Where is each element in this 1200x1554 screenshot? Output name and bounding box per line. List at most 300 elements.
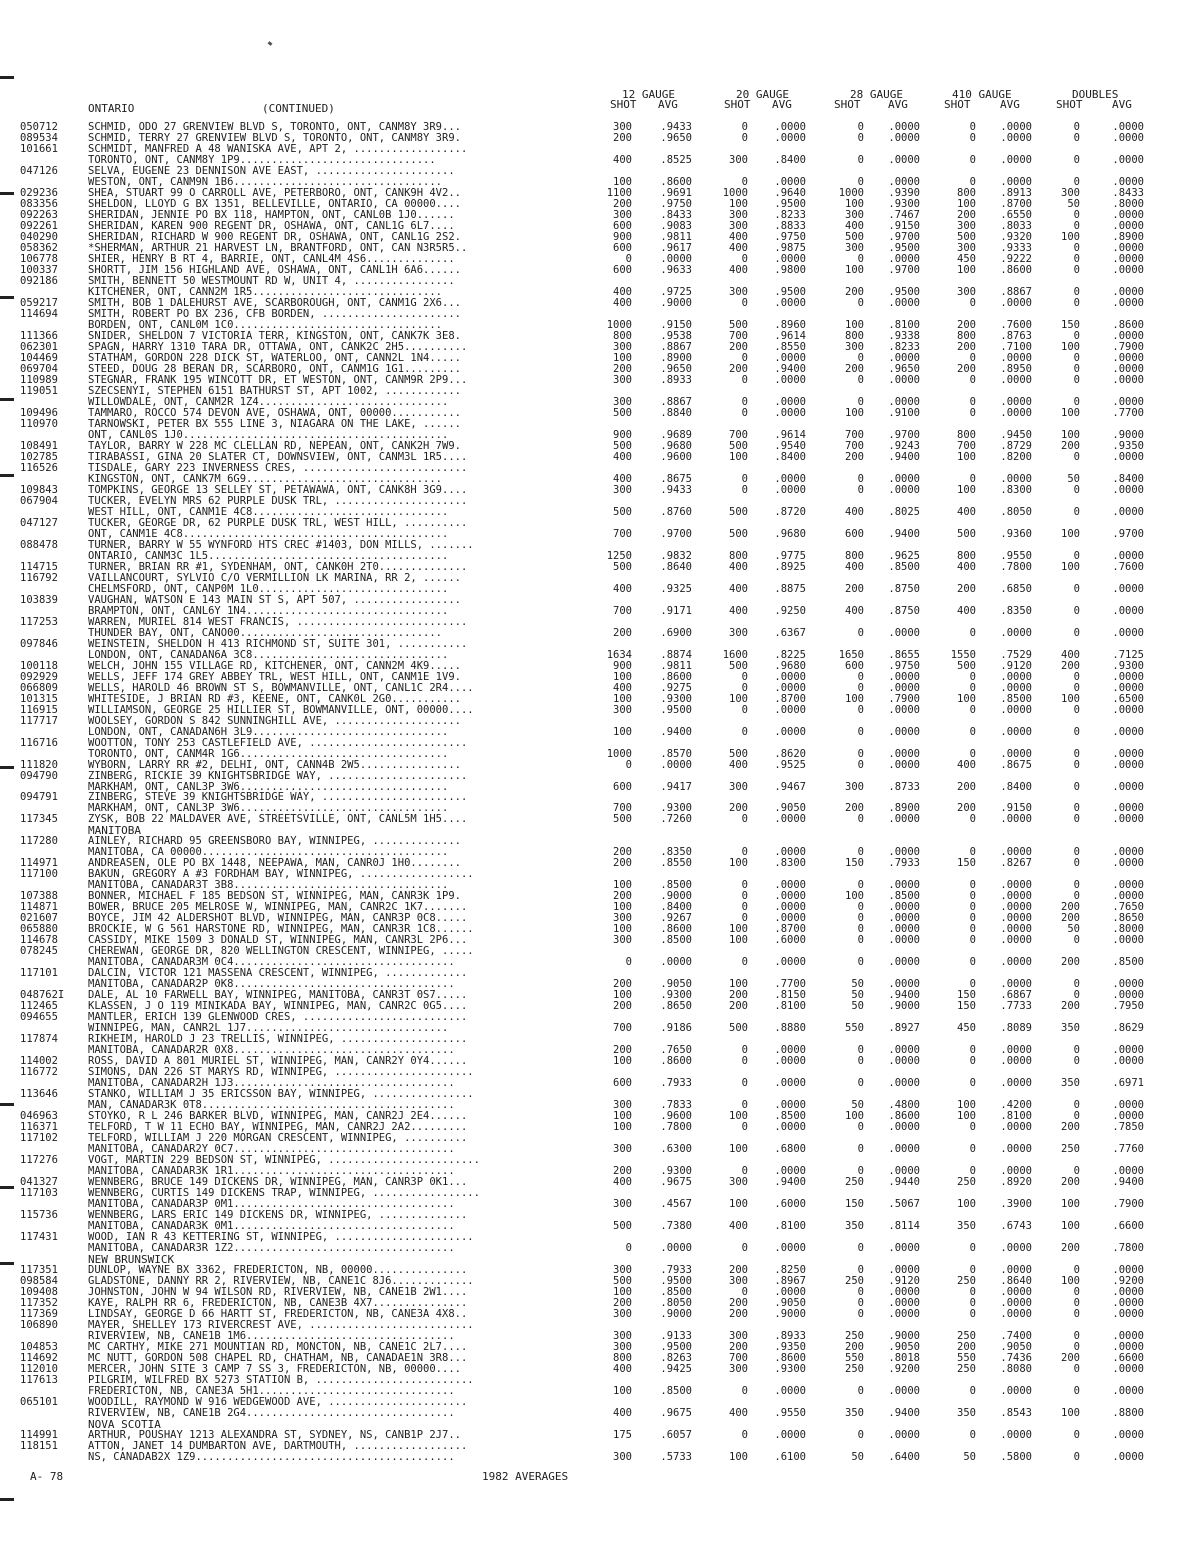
shot-value: 700 [845, 440, 864, 452]
avg-header: AVG [658, 98, 678, 111]
average-value: .9450 [1000, 429, 1032, 441]
average-value: .0000 [888, 1044, 920, 1056]
average-value: .0000 [1112, 1110, 1144, 1122]
shot-value: 400 [729, 561, 748, 573]
member-id: 117369 [20, 1308, 58, 1320]
average-value: .8600 [660, 1055, 692, 1067]
average-value: .8933 [660, 374, 692, 386]
shot-value: 0 [969, 1297, 976, 1309]
shot-value: 100 [729, 978, 748, 990]
average-value: .7125 [1112, 649, 1144, 661]
shot-value: 0 [857, 1429, 864, 1441]
average-value: .0000 [1112, 627, 1144, 639]
average-value: .7380 [660, 1220, 692, 1232]
average-value: .9691 [660, 187, 692, 199]
average-value: .0000 [888, 846, 920, 858]
footer-title: 1982 AVERAGES [482, 1470, 569, 1483]
average-value: .0000 [1000, 1165, 1032, 1177]
shot-value: 0 [1073, 627, 1080, 639]
shot-value: 200 [845, 286, 864, 298]
shot-value: 100 [845, 1110, 864, 1122]
average-value: .0000 [888, 1286, 920, 1298]
average-value: .0000 [774, 726, 806, 738]
average-value: .9617 [660, 242, 692, 254]
shot-value: 0 [969, 813, 976, 825]
average-value: .8620 [774, 748, 806, 760]
average-value: .9400 [774, 363, 806, 375]
average-value: .9300 [774, 1363, 806, 1375]
shot-value: 100 [729, 451, 748, 463]
shot-value: 50 [963, 1451, 977, 1463]
average-value: .0000 [774, 879, 806, 891]
member-id: 092263 [20, 209, 58, 221]
shot-value: 100 [613, 901, 632, 913]
shot-value: 0 [857, 704, 864, 716]
member-id: 106778 [20, 253, 58, 265]
shot-value: 200 [613, 627, 632, 639]
member-name-address: TORONTO, ONT, CANM8Y 1P9............................... [88, 154, 436, 166]
average-value: .8640 [1000, 1275, 1032, 1287]
shot-value: 400 [957, 605, 976, 617]
member-name-address: WENNBERG, CURTIS 149 DICKENS TRAP, WINNIPEG, ................. [88, 1187, 480, 1199]
shot-value: 200 [729, 1297, 748, 1309]
shot-value: 0 [969, 121, 976, 133]
member-name-address: WENNBERG, BRUCE 149 DICKENS DR, WINNIPEG, MAN, CANR3P 0K1... [88, 1176, 468, 1188]
record-row [0, 1452, 1200, 1463]
average-value: .0000 [1000, 1429, 1032, 1441]
shot-value: 300 [729, 781, 748, 793]
average-value: .0000 [1112, 330, 1144, 342]
member-name-address: SCHMID, ODO 27 GRENVIEW BLVD S, TORONTO, ONT, CANM8Y 3R9... [88, 121, 461, 133]
member-name-address: TELFORD, WILLIAM J 220 MORGAN CRESCENT, WINNIPEG, .......... [88, 1132, 468, 1144]
average-value: .9120 [1000, 660, 1032, 672]
average-value: .9500 [888, 286, 920, 298]
member-name-address: WEST HILL, ONT, CANM1E 4C8............................... [88, 506, 449, 518]
member-name-address: STATHAM, GORDON 228 DICK ST, WATERLOO, ONT, CANN2L 1N4..... [88, 352, 461, 364]
average-value: .0000 [774, 1165, 806, 1177]
member-name-address: MANTLER, ERICH 139 GLENWOOD CRES, .......................... [88, 1011, 468, 1023]
shot-value: 175 [613, 1429, 632, 1441]
average-value: .7700 [774, 978, 806, 990]
average-value: .0000 [660, 956, 692, 968]
margin-mark [0, 1498, 14, 1501]
shot-value: 0 [1073, 1297, 1080, 1309]
average-value: .9650 [660, 132, 692, 144]
shot-value: 100 [1061, 1407, 1080, 1419]
shot-value: 200 [1061, 660, 1080, 672]
shot-value: 0 [857, 121, 864, 133]
shot-value: 700 [729, 429, 748, 441]
shot-value: 300 [729, 1330, 748, 1342]
shot-value: 0 [1073, 759, 1080, 771]
average-value: .8700 [774, 923, 806, 935]
member-id: 114002 [20, 1055, 58, 1067]
shot-value: 0 [969, 923, 976, 935]
shot-value: 0 [969, 1055, 976, 1067]
shot-value: 100 [729, 923, 748, 935]
average-value: .9800 [774, 264, 806, 276]
average-value: .8350 [660, 846, 692, 858]
shot-value: 200 [957, 209, 976, 221]
shot-value: 0 [741, 121, 748, 133]
member-id: 067904 [20, 495, 58, 507]
average-value: .0000 [888, 1429, 920, 1441]
shot-value: 300 [613, 704, 632, 716]
average-value: .0000 [888, 297, 920, 309]
shot-value: 150 [845, 1198, 864, 1210]
gauge-label: DOUBLES [1072, 88, 1119, 101]
average-value: .0000 [1112, 209, 1144, 221]
average-value: .0000 [1000, 176, 1032, 188]
average-value: .0000 [888, 671, 920, 683]
shot-value: 100 [613, 1121, 632, 1133]
shot-value: 400 [729, 1407, 748, 1419]
shot-value: 500 [613, 506, 632, 518]
average-value: .0000 [1000, 956, 1032, 968]
shot-value: 0 [1073, 1341, 1080, 1353]
shot-value: 500 [957, 231, 976, 243]
average-value: .8960 [774, 319, 806, 331]
shot-value: 0 [1073, 506, 1080, 518]
shot-value: 0 [741, 846, 748, 858]
shot-value: 0 [969, 934, 976, 946]
member-name-address: NS, CANADAB2X 1Z9......................................... [88, 1451, 455, 1463]
average-value: .8089 [1000, 1022, 1032, 1034]
member-id: 092261 [20, 220, 58, 232]
average-value: .0000 [888, 473, 920, 485]
shot-value: 0 [969, 1286, 976, 1298]
average-value: .5733 [660, 1451, 692, 1463]
average-value: .0000 [774, 1055, 806, 1067]
shot-value: 150 [845, 857, 864, 869]
shot-value: 600 [613, 220, 632, 232]
member-id: 113646 [20, 1088, 58, 1100]
average-value: .0000 [1112, 857, 1144, 869]
average-value: .8675 [660, 473, 692, 485]
average-value: .0000 [1112, 374, 1144, 386]
shot-value: 300 [613, 121, 632, 133]
average-value: .9320 [1000, 231, 1032, 243]
member-name-address: VAILLANCOURT, SYLVIO C/O VERMILLION LK MARINA, RR 2, ...... [88, 572, 461, 584]
shot-value: 200 [729, 363, 748, 375]
member-id: 118151 [20, 1440, 58, 1452]
average-value: .0000 [1000, 1044, 1032, 1056]
average-value: .0000 [1000, 890, 1032, 902]
shot-value: 0 [857, 1055, 864, 1067]
member-id: 117717 [20, 715, 58, 727]
average-value: .8200 [1000, 451, 1032, 463]
average-value: .8000 [1112, 923, 1144, 935]
shot-value: 0 [969, 1242, 976, 1254]
average-value: .0000 [1112, 451, 1144, 463]
average-value: .9525 [774, 759, 806, 771]
member-name-address: CASSIDY, MIKE 1509 3 DONALD ST, WINNIPEG, MAN, CANR3L 2P6... [88, 934, 468, 946]
member-id: 116915 [20, 704, 58, 716]
shot-value: 0 [857, 396, 864, 408]
average-value: .9250 [774, 605, 806, 617]
shot-value: 0 [741, 1385, 748, 1397]
shot-value: 800 [613, 330, 632, 342]
average-value: .9150 [660, 319, 692, 331]
shot-value: 400 [613, 297, 632, 309]
average-value: .8550 [774, 341, 806, 353]
average-value: .0000 [1000, 1385, 1032, 1397]
average-value: .0000 [774, 682, 806, 694]
average-value: .0000 [1000, 1077, 1032, 1089]
average-value: .8525 [660, 154, 692, 166]
member-name-address: TELFORD, T W 11 ECHO BAY, WINNIPEG, MAN, CANR2J 2A2......... [88, 1121, 468, 1133]
average-value: .6000 [774, 934, 806, 946]
shot-value: 300 [845, 341, 864, 353]
average-value: .9625 [888, 550, 920, 562]
average-value: .0000 [888, 484, 920, 496]
average-value: .8640 [660, 561, 692, 573]
shot-value: 0 [741, 1044, 748, 1056]
shot-value: 0 [1073, 890, 1080, 902]
shot-value: 0 [741, 1286, 748, 1298]
member-name-address: TUCKER, GEORGE DR, 62 PURPLE DUSK TRL, WEST HILL, .......... [88, 517, 468, 529]
shot-value: 200 [613, 132, 632, 144]
member-name-address: ZINBERG, RICKIE 39 KNIGHTSBRIDGE WAY, ...................... [88, 770, 468, 782]
member-name-address: MANITOBA, CANADAR3K 0M1................................... [88, 1220, 455, 1232]
shot-value: 200 [957, 319, 976, 331]
average-value: .0000 [888, 627, 920, 639]
member-id: 065880 [20, 923, 58, 935]
shot-value: 100 [613, 1110, 632, 1122]
average-value: .9400 [774, 1176, 806, 1188]
average-value: .9300 [888, 198, 920, 210]
member-id: 112465 [20, 1000, 58, 1012]
member-name-address: SMITH, BOB 1 DALEHURST AVE, SCARBOROUGH, ONT, CANM1G 2X6... [88, 297, 461, 309]
average-value: .9333 [1000, 242, 1032, 254]
average-value: .9614 [774, 330, 806, 342]
average-value: .0000 [1000, 704, 1032, 716]
average-value: .8900 [1112, 231, 1144, 243]
average-value: .8100 [774, 1220, 806, 1232]
member-id: 041327 [20, 1176, 58, 1188]
average-value: .9083 [660, 220, 692, 232]
average-value: .7600 [1112, 561, 1144, 573]
member-name-address: TURNER, BARRY W 55 WYNFORD HTS CREC #1403, DON MILLS, ....... [88, 539, 474, 551]
average-value: .8700 [1000, 198, 1032, 210]
member-name-address: CHELMSFORD, ONT, CANP0M 1L0.............................. [88, 583, 449, 595]
shot-value: 150 [957, 989, 976, 1001]
shot-value: 400 [613, 473, 632, 485]
average-value: .9120 [888, 1275, 920, 1287]
average-value: .9700 [888, 429, 920, 441]
average-value: .0000 [1112, 989, 1144, 1001]
member-id: 117351 [20, 1264, 58, 1276]
shot-value: 50 [851, 1099, 865, 1111]
shot-value: 0 [1073, 682, 1080, 694]
shot-value: 400 [729, 605, 748, 617]
average-value: .9680 [660, 440, 692, 452]
shot-value: 0 [857, 682, 864, 694]
average-value: .8400 [1000, 781, 1032, 793]
average-value: .8760 [660, 506, 692, 518]
shot-value: 0 [625, 759, 632, 771]
average-value: .0000 [888, 176, 920, 188]
shot-value: 0 [741, 473, 748, 485]
shot-value: 400 [729, 264, 748, 276]
margin-mark [0, 1262, 14, 1265]
average-value: .9150 [888, 220, 920, 232]
average-value: .8600 [660, 671, 692, 683]
average-value: .0000 [1112, 286, 1144, 298]
shot-value: 100 [729, 1198, 748, 1210]
average-value: .0000 [1000, 726, 1032, 738]
shot-value: 0 [741, 1099, 748, 1111]
shot-value: 500 [613, 561, 632, 573]
average-value: .8867 [660, 341, 692, 353]
average-value: .0000 [888, 132, 920, 144]
average-value: .0000 [888, 912, 920, 924]
shot-value: 400 [613, 1176, 632, 1188]
shot-value: 0 [1073, 352, 1080, 364]
average-value: .8500 [1112, 956, 1144, 968]
shot-value: 100 [613, 352, 632, 364]
member-id: 094790 [20, 770, 58, 782]
shot-value: 0 [1073, 396, 1080, 408]
average-value: .9640 [774, 187, 806, 199]
shot-value: 50 [851, 989, 865, 1001]
member-id: 046963 [20, 1110, 58, 1122]
average-value: .9171 [660, 605, 692, 617]
shot-value: 0 [741, 176, 748, 188]
shot-value: 0 [1073, 363, 1080, 375]
gauge-label: 28 GAUGE [850, 88, 903, 101]
member-id: 112010 [20, 1363, 58, 1375]
average-value: .0000 [774, 1385, 806, 1397]
average-value: .0000 [1000, 1286, 1032, 1298]
average-value: .8600 [660, 176, 692, 188]
average-value: .8114 [888, 1220, 920, 1232]
shot-value: 400 [613, 286, 632, 298]
shot-value: 200 [957, 802, 976, 814]
member-name-address: MANITOBA, CANADAR2H 1J3................................... [88, 1077, 455, 1089]
average-value: .0000 [774, 253, 806, 265]
shot-value: 0 [857, 901, 864, 913]
shot-value: 0 [969, 1077, 976, 1089]
average-value: .8655 [888, 649, 920, 661]
margin-mark [0, 766, 14, 769]
average-value: .0000 [774, 352, 806, 364]
average-value: .8570 [660, 748, 692, 760]
member-name-address: WOOD, IAN R 43 KETTERING ST, WINNIPEG, ...................... [88, 1231, 474, 1243]
average-value: .8400 [774, 154, 806, 166]
shot-value: 0 [625, 956, 632, 968]
shot-value: 800 [845, 330, 864, 342]
average-value: .0000 [1112, 704, 1144, 716]
average-value: .8729 [1000, 440, 1032, 452]
average-value: .9186 [660, 1022, 692, 1034]
shot-value: 300 [729, 627, 748, 639]
average-value: .9700 [660, 528, 692, 540]
member-id: 111366 [20, 330, 58, 342]
average-value: .8350 [1000, 605, 1032, 617]
average-value: .7950 [1112, 1000, 1144, 1012]
member-name-address: TIRABASSI, GINA 20 SLATER CT, DOWNSVIEW, ONT, CANM3L 1R5.... [88, 451, 468, 463]
average-value: .6367 [774, 627, 806, 639]
shot-value: 0 [1073, 286, 1080, 298]
member-name-address: WENNBERG, LARS ERIC 149 DICKENS DR, WINNIPEG, .............. [88, 1209, 468, 1221]
shot-value: 0 [969, 176, 976, 188]
average-value: .9500 [774, 198, 806, 210]
average-value: .7260 [660, 813, 692, 825]
shot-header: SHOT [724, 98, 751, 111]
average-value: .8400 [774, 451, 806, 463]
average-value: .0000 [1112, 176, 1144, 188]
shot-value: 350 [957, 1220, 976, 1232]
average-value: .8875 [774, 583, 806, 595]
shot-value: 300 [613, 1143, 632, 1155]
member-id: 050712 [20, 121, 58, 133]
average-value: .0000 [888, 352, 920, 364]
shot-value: 250 [845, 1330, 864, 1342]
shot-value: 100 [613, 1385, 632, 1397]
shot-value: 400 [1061, 649, 1080, 661]
shot-value: 250 [845, 1176, 864, 1188]
member-id: 058362 [20, 242, 58, 254]
member-id: 062301 [20, 341, 58, 353]
average-value: .9100 [888, 407, 920, 419]
member-name-address: RIVERVIEW, NB, CANE1B 2G4................................. [88, 1407, 455, 1419]
member-id: 108491 [20, 440, 58, 452]
average-value: .8550 [660, 857, 692, 869]
member-id: 114871 [20, 901, 58, 913]
shot-value: 0 [857, 176, 864, 188]
shot-value: 300 [613, 1198, 632, 1210]
member-id: 094791 [20, 791, 58, 803]
member-id: 040290 [20, 231, 58, 243]
average-value: .0000 [1112, 802, 1144, 814]
shot-value: 800 [957, 187, 976, 199]
average-value: .0000 [1000, 934, 1032, 946]
shot-value: 100 [613, 693, 632, 705]
average-value: .0000 [888, 154, 920, 166]
shot-value: 500 [729, 1022, 748, 1034]
average-value: .0000 [1112, 1165, 1144, 1177]
average-value: .8500 [888, 890, 920, 902]
shot-value: 0 [741, 253, 748, 265]
shot-value: 100 [613, 1286, 632, 1298]
average-value: .7700 [1112, 407, 1144, 419]
average-value: .9000 [660, 890, 692, 902]
shot-value: 300 [613, 341, 632, 353]
member-id: 117431 [20, 1231, 58, 1243]
shot-value: 0 [969, 154, 976, 166]
shot-value: 200 [613, 1000, 632, 1012]
average-value: .8763 [1000, 330, 1032, 342]
average-value: .0000 [774, 407, 806, 419]
average-value: .7600 [1000, 319, 1032, 331]
shot-value: 0 [1073, 242, 1080, 254]
shot-value: 0 [857, 1044, 864, 1056]
average-value: .0000 [1000, 352, 1032, 364]
shot-value: 200 [845, 363, 864, 375]
shot-value: 0 [857, 1286, 864, 1298]
shot-value: 100 [729, 198, 748, 210]
shot-value: 0 [1073, 121, 1080, 133]
average-value: .8050 [1000, 506, 1032, 518]
shot-value: 0 [741, 396, 748, 408]
average-value: .9680 [774, 660, 806, 672]
member-id: 116716 [20, 737, 58, 749]
shot-value: 0 [1073, 813, 1080, 825]
average-value: .9433 [660, 484, 692, 496]
shot-value: 100 [957, 484, 976, 496]
shot-value: 0 [1073, 176, 1080, 188]
